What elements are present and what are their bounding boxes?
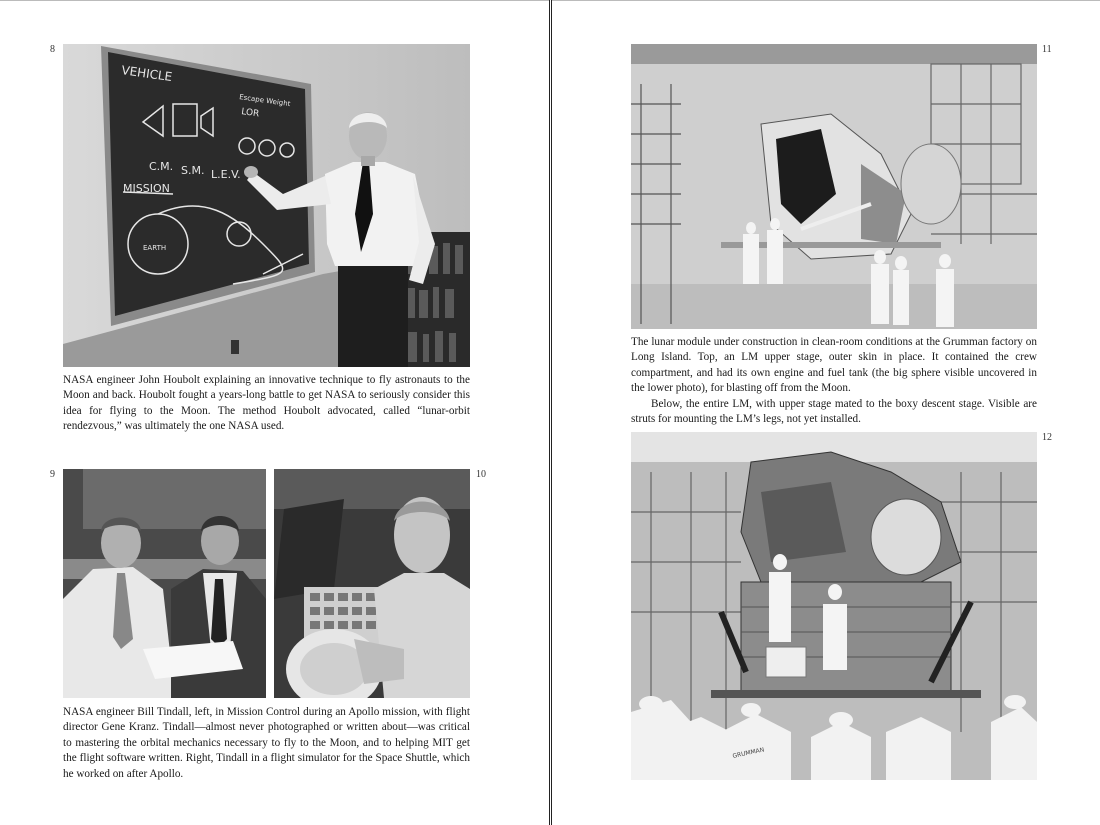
photo-11-12-caption (631, 335, 1037, 427)
photo-8-caption (63, 373, 470, 435)
mission-control-photo (63, 469, 266, 698)
chalk-sm: S.M. (181, 164, 205, 177)
page-top-rule (0, 0, 549, 1)
chalk-lor: LOR (240, 107, 260, 120)
chalk-vehicle: VEHICLE (120, 63, 174, 85)
caption-text-9-10: NASA engineer Bill Tindall, left, in Mission Control during an Apollo mission, with flight director Gene Kranz. Tindall—almost never photographed or written about—was critical to mastering the orbital mechanics necessary to fly to the Moon, and to helping MIT get the flight software written. Right, Tindall in a flight simulator for the Space Shuttle, which he worked on after Apollo. (63, 706, 470, 780)
photo-9-10-caption (63, 705, 470, 782)
caption-text-11-p1: The lunar module under construction in clean-room conditions at the Grumman factory on Long Island. Top, an LM upper stage, outer skin in place. It contained the crew compartment, and had its own engine and fuel tank (the big sphere visible uncovered in the lower photo), for blasting off from the Moon. (631, 336, 1037, 395)
flight-simulator-photo (274, 469, 470, 698)
chalk-earth: EARTH (143, 244, 167, 252)
photo-number-8: 8 (50, 44, 55, 55)
chalk-lev: L.E.V. (211, 168, 241, 181)
chalk-escape: Escape Weight (238, 93, 291, 109)
full-lm-photo (631, 432, 1037, 780)
caption-text-11-p2: Below, the entire LM, with upper stage mated to the boxy descent stage. Visible are struts for mounting the LM’s legs, not yet installed. (631, 397, 1037, 426)
right-page (551, 0, 1100, 825)
chalk-cm: C.M. (149, 160, 174, 173)
houbolt-blackboard-photo (63, 44, 470, 367)
photo-number-9: 9 (50, 469, 55, 480)
page-top-rule (552, 0, 1100, 1)
lm-upper-stage-photo (631, 44, 1037, 329)
grumman-badge-text: GRUMMAN (731, 746, 765, 760)
photo-number-12: 12 (1042, 432, 1052, 443)
chalk-mission: MISSION (123, 182, 170, 195)
caption-text-8: NASA engineer John Houbolt explaining an innovative technique to fly astronauts to the Moon and back. Houbolt fought a years-long battle to get NASA to seriously consider this idea for flying to the Moon. The method Houbolt advocated, called “lunar-orbit rendezvous,” was ultimately the one NASA used. (63, 374, 470, 433)
photo-number-10: 10 (476, 469, 486, 480)
photo-number-11: 11 (1042, 44, 1052, 55)
